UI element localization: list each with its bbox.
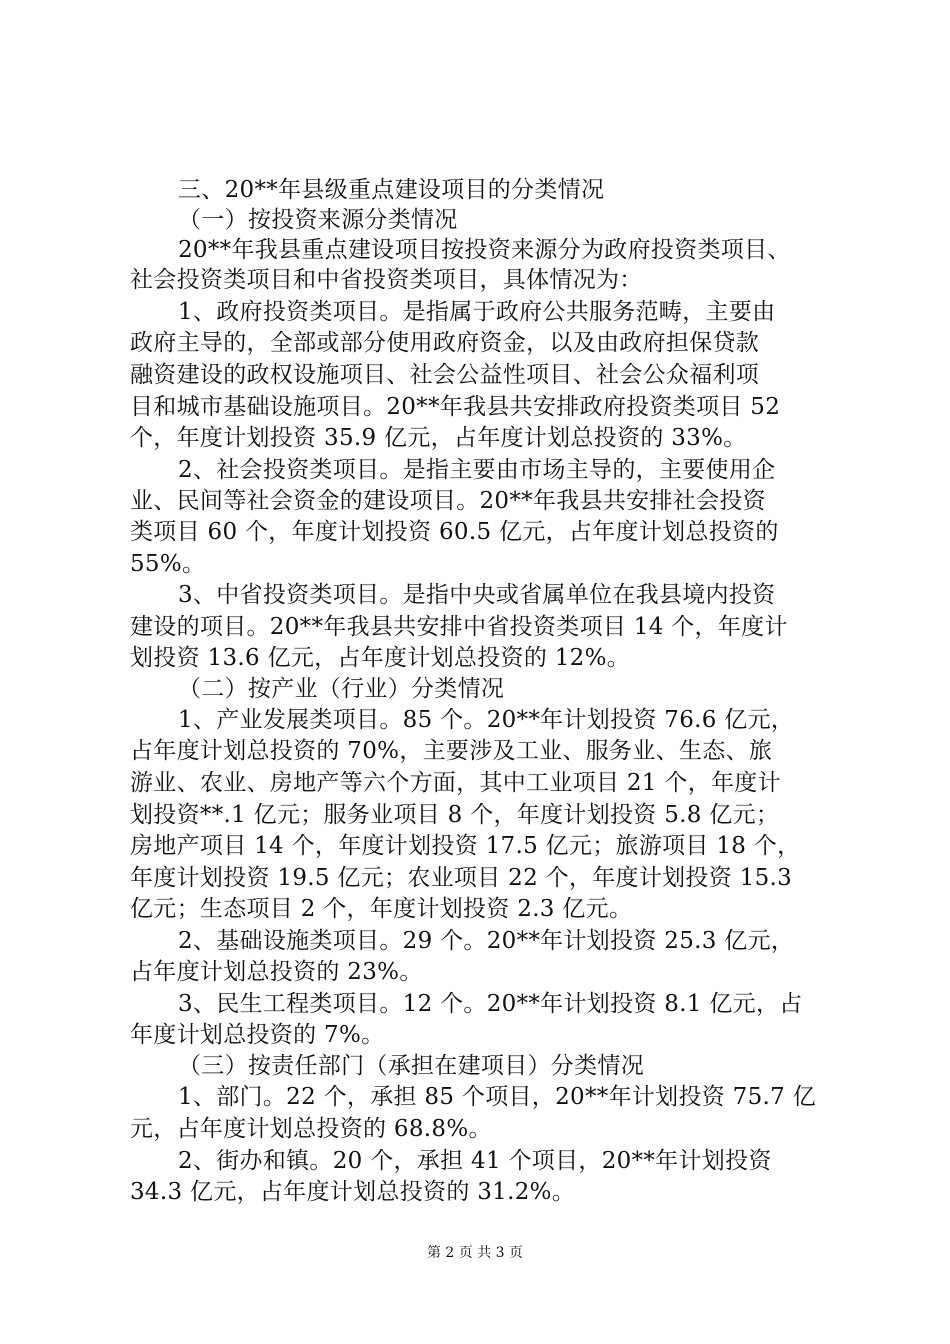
paragraph-line: 占年度计划总投资的 23%。 [130, 959, 423, 985]
paragraph-line: 个，年度计划投资 35.9 亿元，占年度计划总投资的 33%。 [130, 425, 747, 451]
paragraph-line: 融资建设的政权设施项目、社会公益性项目、社会公众福利项 [130, 362, 760, 388]
paragraph-line: 亿元；生态项目 2 个，年度计划投资 2.3 亿元。 [130, 896, 633, 922]
paragraph-line: 目和城市基础设施项目。20**年我县共安排政府投资类项目 52 [130, 394, 781, 420]
paragraph-line: 1、部门。22 个，承担 85 个项目，20**年计划投资 75.7 亿 [178, 1084, 816, 1110]
subheading-funding-source: （一）按投资来源分类情况 [178, 207, 458, 233]
paragraph-line: 3、中省投资类项目。是指中央或省属单位在我县境内投资 [178, 582, 776, 608]
subheading-industry: （二）按产业（行业）分类情况 [178, 676, 505, 702]
paragraph-line: 3、民生工程类项目。12 个。20**年计划投资 8.1 亿元，占 [178, 991, 803, 1017]
paragraph-line: 1、产业发展类项目。85 个。20**年计划投资 76.6 亿元， [178, 707, 795, 733]
paragraph-line: 元，占年度计划总投资的 68.8%。 [130, 1116, 492, 1142]
paragraph-line: 划投资**.1 亿元；服务业项目 8 个，年度计划投资 5.8 亿元； [130, 802, 780, 828]
paragraph-line: 34.3 亿元，占年度计划总投资的 31.2%。 [130, 1179, 576, 1205]
paragraph-line: 社会投资类项目和中省投资类项目，具体情况为： [130, 267, 643, 293]
paragraph-line: 房地产项目 14 个，年度计划投资 17.5 亿元；旅游项目 18 个， [130, 833, 801, 859]
paragraph-line: 建设的项目。20**年我县共安排中省投资类项目 14 个，年度计 [130, 614, 788, 640]
paragraph-line: 占年度计划总投资的 70%，主要涉及工业、服务业、生态、旅 [130, 738, 773, 764]
paragraph-line: 年度计划总投资的 7%。 [130, 1022, 385, 1048]
paragraph-line: 业、民间等社会资金的建设项目。20**年我县共安排社会投资 [130, 488, 766, 514]
paragraph-line: 游业、农业、房地产等六个方面，其中工业项目 21 个，年度计 [130, 770, 781, 796]
paragraph-line: 1、政府投资类项目。是指属于政府公共服务范畴，主要由 [178, 299, 776, 325]
paragraph-line: 划投资 13.6 亿元，占年度计划总投资的 12%。 [130, 645, 631, 671]
paragraph-line: 政府主导的，全部或部分使用政府资金，以及由政府担保贷款 [130, 330, 760, 356]
subheading-department: （三）按责任部门（承担在建项目）分类情况 [178, 1053, 644, 1079]
paragraph-line: 20**年我县重点建设项目按投资来源分为政府投资类项目、 [178, 237, 791, 263]
paragraph-line: 2、社会投资类项目。是指主要由市场主导的，主要使用企 [178, 457, 776, 483]
heading-classification: 三、20**年县级重点建设项目的分类情况 [178, 177, 605, 203]
page-number-footer: 第 2 页 共 3 页 [426, 1245, 524, 1261]
paragraph-line: 2、基础设施类项目。29 个。20**年计划投资 25.3 亿元， [178, 928, 795, 954]
paragraph-line: 55%。 [130, 551, 206, 577]
paragraph-line: 2、街办和镇。20 个，承担 41 个项目，20**年计划投资 [178, 1148, 772, 1174]
paragraph-line: 年度计划投资 19.5 亿元；农业项目 22 个，年度计划投资 15.3 [130, 865, 793, 891]
paragraph-line: 类项目 60 个，年度计划投资 60.5 亿元，占年度计划总投资的 [130, 519, 779, 545]
